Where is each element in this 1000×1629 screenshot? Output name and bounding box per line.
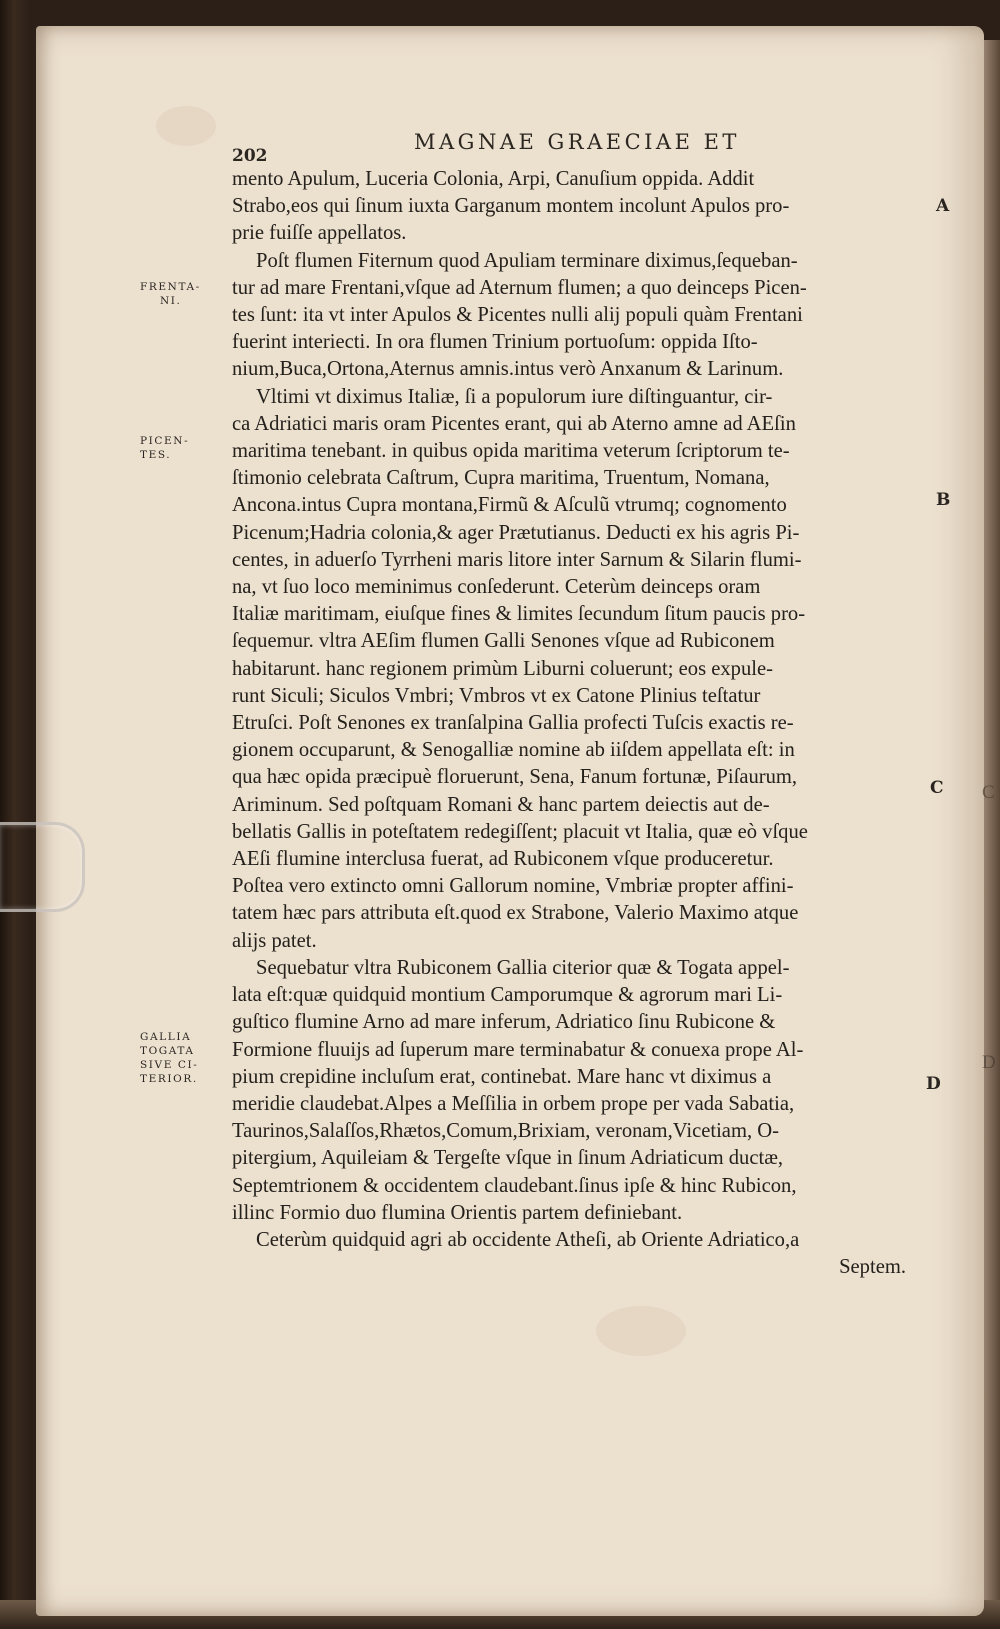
text-line: pitergium, Aquileiam & Tergeſte vſque in ſinum Adriaticum ductæ, [232, 1147, 784, 1170]
text-line: prie fuiſſe appellatos. [232, 222, 407, 245]
text-line: ſequemur. vltra AEſim flumen Galli Senones vſque ad Rubiconem [232, 630, 775, 653]
facing-page-letter-c: C [982, 782, 995, 803]
text-line: tur ad mare Frentani,vſque ad Aternum flumen; a quo deinceps Picen- [232, 276, 807, 299]
text-line: tatem hæc pars attributa eſt.quod ex Strabone, Valerio Maximo atque [232, 902, 799, 925]
text-line: Poſt flumen Fiternum quod Apuliam terminare diximus,ſequeban- [256, 249, 798, 272]
paper-clip [0, 822, 85, 912]
text-line: gionem occuparunt, & Senogalliæ nomine ab iiſdem appellata eſt: in [232, 739, 795, 762]
facing-page-letter-d: D [982, 1052, 996, 1073]
text-line: habitarunt. hanc regionem primùm Liburni coluerunt; eos expule- [232, 657, 773, 680]
text-line: lata eſt:quæ quidquid montium Camporumque & agrorum mari Li- [232, 984, 783, 1007]
text-line: mento Apulum, Luceria Colonia, Arpi, Canuſium oppida. Addit [232, 168, 755, 190]
text-line: maritima tenebant. in quibus opida maritima veterum ſcriptorum te- [232, 440, 790, 463]
running-head: MAGNAE GRAECIAE ET [414, 130, 740, 154]
text-line: Sequebatur vltra Rubiconem Gallia citerior quæ & Togata appel- [256, 956, 790, 979]
text-line: Taurinos,Salaſſos,Rhætos,Comum,Brixiam, veronam,Vicetiam, O- [232, 1120, 779, 1143]
text-line: Septemtrionem & occidentem claudebant.ſinus ipſe & hinc Rubicon, [232, 1174, 797, 1197]
text-line: Picenum;Hadria colonia,& ager Prætutianus. Deducti ex his agris Pi- [232, 521, 800, 544]
text-line: illinc Formio duo flumina Orientis partem definiebant. [232, 1201, 683, 1224]
text-line: bellatis Gallis in poteſtatem redegiſſent; placuit vt Italia, quæ eò vſque [232, 820, 808, 843]
margin-note-frentani: FRENTA- NI. [140, 281, 201, 307]
text-line: qua hæc opida præcipuè floruerunt, Sena, Fanum fortunæ, Piſaurum, [232, 766, 798, 789]
text-line: Ariminum. Sed poſtquam Romani & hanc partem deiectis aut de- [232, 793, 770, 816]
text-line: Italiæ maritimam, eiuſque fines & limites ſecundum ſitum paucis pro- [232, 603, 806, 626]
section-letter-a: A [936, 196, 950, 216]
page-number: 202 [232, 146, 268, 166]
margin-note-gallia-togata: GALLIA TOGATA SIVE CI- TERIOR. [140, 1031, 199, 1085]
text-line: pium crepidine incluſum erat, continebat. Mare hanc vt diximus a [232, 1065, 772, 1088]
margin-note-picentes: PICEN- TES. [140, 435, 190, 461]
catchword: Septem. [839, 1256, 906, 1279]
section-letter-d: D [926, 1074, 941, 1094]
section-letter-b: B [936, 490, 951, 510]
text-line: tes ſunt: ita vt inter Apulos & Picentes nulli alij populi quàm Frentani [232, 304, 803, 327]
paper-stain [596, 1306, 686, 1356]
paper-stain [156, 106, 216, 146]
text-line: na, vt ſuo loco meminimus conſederunt. Ceterùm deinceps oram [232, 576, 761, 599]
text-line: Strabo,eos qui ſinum iuxta Garganum montem incolunt Apulos pro- [232, 195, 790, 218]
body-text [232, 166, 914, 1281]
section-letter-c: C [930, 778, 944, 798]
text-line: Formione fluuijs ad ſuperum mare terminabatur & conuexa prope Al- [232, 1038, 804, 1061]
text-line: meridie claudebat.Alpes a Meſſilia in orbem prope per vada Sabatia, [232, 1092, 795, 1115]
text-line: Etruſci. Poſt Senones ex tranſalpina Gallia profecti Tuſcis exactis re- [232, 712, 794, 735]
text-line: nium,Buca,Ortona,Aternus amnis.intus verò Anxanum & Larinum. [232, 358, 784, 381]
text-line: ſtimonio celebrata Caſtrum, Cupra maritima, Truentum, Nomana, [232, 467, 770, 490]
text-line: alijs patet. [232, 929, 317, 952]
text-line: runt Siculi; Siculos Vmbri; Vmbros vt ex Catone Plinius teſtatur [232, 684, 761, 707]
text-line: centes, in aduerſo Tyrrheni maris litore inter Sarnum & Silarin flumi- [232, 548, 802, 571]
text-line: fuerint interiecti. In ora flumen Trinium portuoſum: oppida Iſto- [232, 331, 758, 354]
text-line: AEſi flumine interclusa fuerat, ad Rubiconem vſque produceretur. [232, 848, 774, 871]
text-line: guſtico flumine Arno ad mare inferum, Adriatico ſinu Rubicone & [232, 1011, 776, 1034]
text-line: ca Adriatici maris oram Picentes erant, qui ab Aterno amne ad AEſin [232, 412, 796, 435]
text-line: Vltimi vt diximus Italiæ, ſi a populorum iure diſtinguantur, cir- [256, 385, 773, 408]
text-line: Ancona.intus Cupra montana,Firmũ & Aſculũ vtrumq; cognomento [232, 494, 787, 517]
text-line: Poſtea vero extincto omni Gallorum nomine, Vmbriæ propter affini- [232, 875, 794, 898]
text-line: Ceterùm quidquid agri ab occidente Atheſi, ab Oriente Adriatico,a [256, 1228, 800, 1251]
